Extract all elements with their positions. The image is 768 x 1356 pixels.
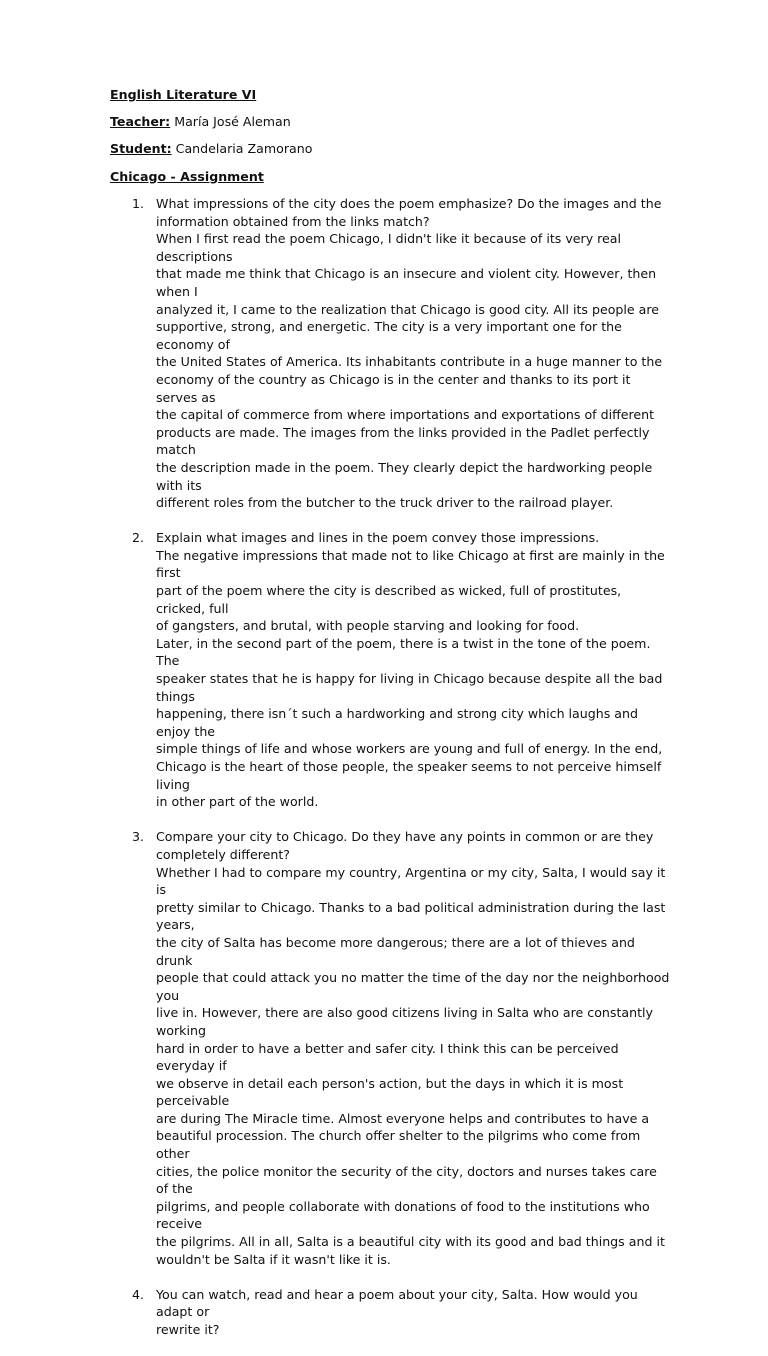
answer-text: Whether I had to compare my country, Argentina or my city, Salta, I would say it is pretty similar to Chicago. Thanks to a bad political administration during the last years, the city of Salta has become more dangerous; there are a lot of thieves and drunk people that could attack you no matter the time of the day nor the neighborhood you live in. However, there are also good citizens living in Salta who are constantly working hard in order to have a better and safer city. I think this can be perceived everyday if we observe in detail each person's action, but the days in which it is most perceivable are during The Miracle time. Almost everyone helps and contributes to have a beautiful procession. The church offer shelter to the pilgrims who come from other cities, the police monitor the security of the city, doctors and nurses takes care of the pilgrims, and people collaborate with donations of food to the institutions who receive the pilgrims. All in all, Salta is a beautiful city with its good and bad things and it wouldn't be Salta if it wasn't like it is. — [156, 864, 670, 1267]
student-label: Student: — [110, 141, 172, 157]
student-line — [110, 140, 670, 158]
course-title-text: English Literature VI — [110, 87, 257, 102]
question-text: Explain what images and lines in the poem convey those impressions. — [156, 530, 600, 546]
assignment-title — [110, 168, 670, 186]
student-name: Candelaria Zamorano — [175, 141, 313, 157]
question-text: Compare your city to Chicago. Do they have any points in common or are they completely different? — [156, 829, 654, 862]
question-number: 4. — [132, 1286, 145, 1302]
course-title — [110, 86, 670, 104]
question-item — [110, 529, 670, 811]
teacher-label: Teacher: — [110, 114, 171, 130]
question-number: 3. — [132, 829, 145, 845]
assignment-title-text: Chicago - Assignment — [110, 168, 264, 184]
question-list — [110, 195, 670, 1356]
document-header — [110, 86, 670, 195]
teacher-line — [110, 113, 670, 131]
question-item — [110, 195, 670, 512]
question-number: 1. — [132, 196, 145, 211]
question-text: You can watch, read and hear a poem about your city, Salta. How would you adapt or rewrite it? — [156, 1286, 638, 1337]
question-text: What impressions of the city does the poem emphasize? Do the images and the information obtained from the links match? — [156, 196, 662, 229]
answer-text: The negative impressions that made not to like Chicago at first are mainly in the first part of the poem where the city is described as wicked, full of prostitutes, cricked, full of gangsters, and brutal, with people starving and looking for food. Later, in the second part of the poem, there is a twist in the tone of the poem. The speaker states that he is happy for living in Chicago because despite all the bad things happening, there isn´t such a hardworking and strong city which laughs and enjoy the simple things of life and whose workers are young and full of energy. In the end, Chicago is the heart of those people, the speaker seems to not perceive himself living in other part of the world. — [156, 547, 665, 810]
question-item — [110, 828, 670, 1268]
question-item — [110, 1286, 670, 1339]
teacher-name: María José Aleman — [174, 114, 291, 130]
question-number: 2. — [132, 530, 145, 546]
answer-text: When I first read the poem Chicago, I didn't like it because of its very real descriptions that made me think that Chicago is an insecure and violent city. However, then when I analyzed it, I came to the realization that Chicago is good city. All its people are supportive, strong, and energetic. The city is a very important one for the economy of the United States of America. Its inhabitants contribute in a huge manner to the economy of the country as Chicago is in the center and thanks to its port it serves as the capital of commerce from where importations and exportations of different products are made. The images from the links provided in the Padlet perfectly match the description made in the poem. They clearly depict the hardworking people with its different roles from the butcher to the truck driver to the railroad player. — [156, 231, 663, 511]
